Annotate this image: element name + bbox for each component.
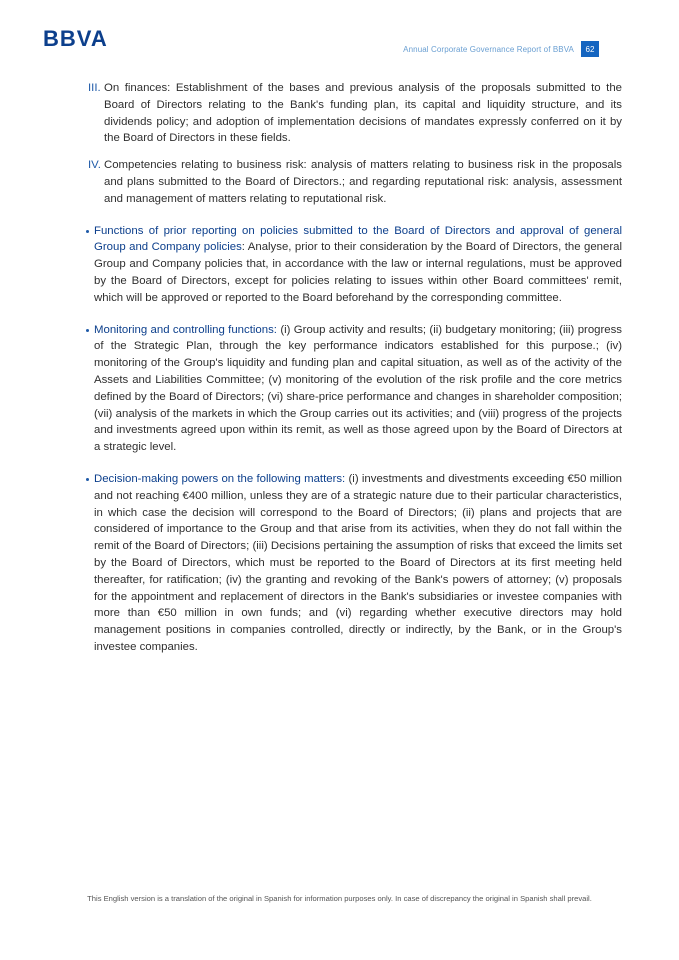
report-title: Annual Corporate Governance Report of BBVA	[403, 45, 574, 54]
item-number: IV.	[88, 159, 101, 172]
bullet-dot-icon	[86, 478, 89, 481]
bullet-text: (i) Group activity and results; (ii) budgetary monitoring; (iii) progress of the Strategic Plan, through the key performance indicators established for this purpose.; (iv) monitoring of the Group's liquidity and funding plan and capital situation, as well as of the activity of the Assets and Liabilities Committee; (v) monitoring of the evolution of the risk profile and the core metrics defined by the Board of Directors; (vi) share-price performance and changes in shareholder composition; (vii) analysis of the markets in which the Group carries out its activities; and (viii) progress of the projects and investments agreed upon within its remit, as well as those agreed upon by the Board of Directors at a strategic level.	[94, 323, 623, 454]
page-number: 62	[581, 41, 599, 57]
bullet-decision-powers	[43, 471, 622, 656]
bullet-heading: Monitoring and controlling functions:	[94, 323, 277, 336]
footer-disclaimer: This English version is a translation of the original in Spanish for information purposes only. In case of discrepancy the original in Spanish shall prevail.	[87, 894, 592, 903]
bullet-dot-icon	[86, 230, 89, 233]
page-content	[43, 80, 622, 656]
list-item-iv	[43, 157, 622, 207]
bullet-heading: Decision-making powers on the following matters:	[94, 472, 346, 485]
bullet-text: : Analyse, prior to their consideration by the Board of Directors, the general Group and Company policies that, in accordance with the law or internal regulations, must be approved by the Board of Directors, except for policies relating to issues within other Board committees' remit, which will be approved or reported to the Board beforehand by the corresponding committee.	[94, 241, 622, 304]
item-number: III.	[88, 82, 101, 94]
bullet-monitoring-functions	[43, 322, 622, 456]
bullet-text: (i) investments and divestments exceeding €50 million and not reaching €400 million, unless they are of a strategic nature due to their particular characteristics, in which case the decision will correspond to the Board of Directors; (ii) plans and projects that are considered of importance to the Group and that arise from its activities, when they do not fall within the remit of the Board of Directors; (iii) Decisions pertaining the assumption of risks that exceed the limits set by the Board of Directors, which must be reported to the Board of Directors at its first meeting held thereafter, for ratification; (iv) the granting and revoking of the Bank's powers of attorney; (v) proposals for the appointment and replacement of directors in the Bank's subsidiaries or investee companies with more than €50 million in own funds; and (vi) regarding whether executive directors may hold management positions in companies controlled, directly or indirectly, by the Bank, or in the Group's investee companies.	[94, 472, 622, 653]
svg-text:BBVA: BBVA	[43, 27, 108, 49]
item-text: On finances: Establishment of the bases and previous analysis of the proposals submitted to the Board of Directors relating to the Bank's funding plan, its capital and liquidity structure, and its dividends policy; and adoption of implementation decisions of mandates expressly conferred on it by the Board of Directors in these fields.	[104, 82, 622, 145]
bullet-reporting-functions	[43, 223, 622, 307]
bullet-heading: Functions of prior reporting on policies submitted to the Board of Directors and approval of general Group and Company policies	[94, 224, 622, 254]
list-item-iii	[43, 80, 622, 147]
item-text: Competencies relating to business risk: analysis of matters relating to business risk in the proposals and plans submitted to the Board of Directors.; and regarding reputational risk: analysis, assessment and management of matters relating to reputational risk.	[104, 159, 622, 205]
bbva-logo	[43, 27, 121, 49]
bullet-dot-icon	[86, 329, 89, 332]
